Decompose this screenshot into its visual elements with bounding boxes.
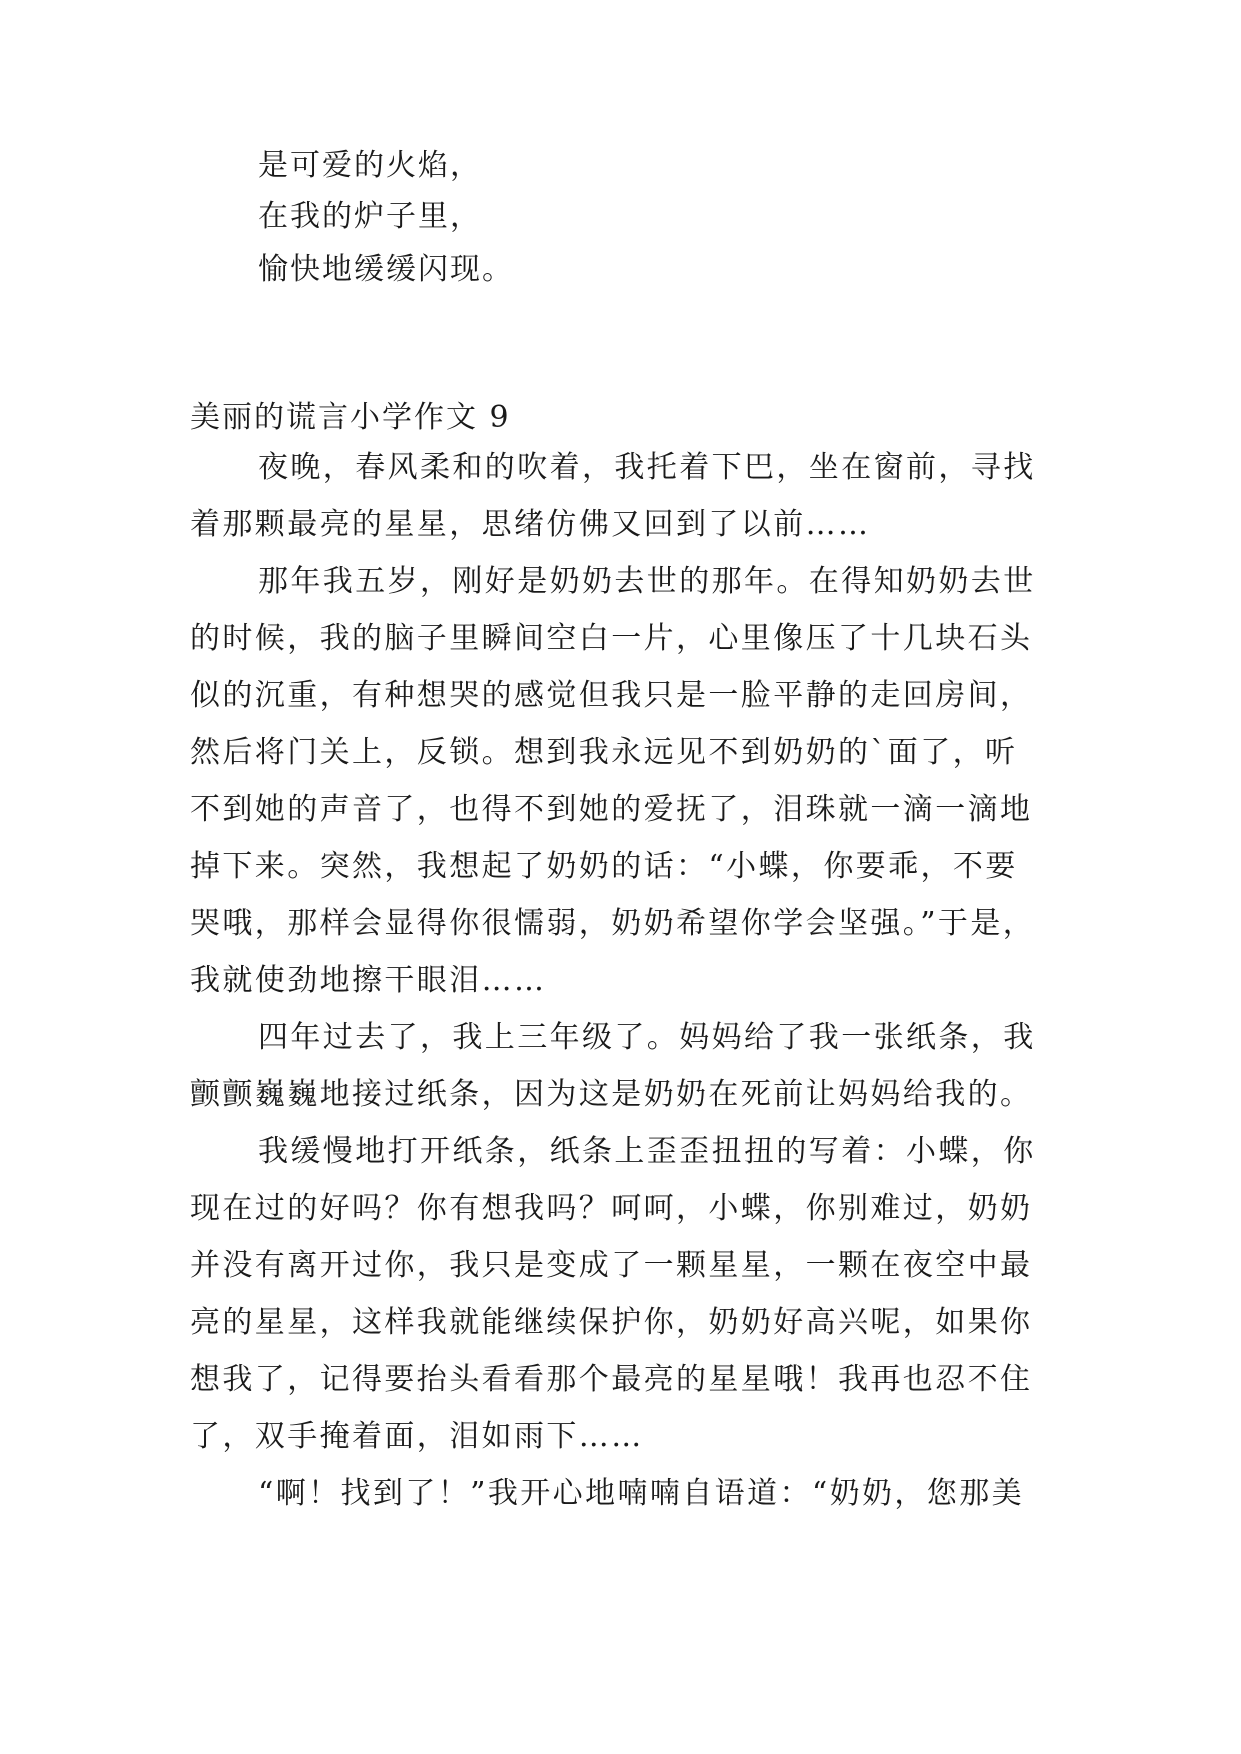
text-line: 着那颗最亮的星星，思绪仿佛又回到了以前…… bbox=[190, 507, 871, 542]
text-line: 似的沉重，有种想哭的感觉但我只是一脸平静的走回房间， bbox=[190, 678, 1033, 713]
text-line: 哭哦，那样会显得你很懦弱，奶奶希望你学会坚强。”于是， bbox=[190, 906, 1036, 941]
section-title: 美丽的谎言小学作文 9 bbox=[190, 400, 511, 435]
poem-line-3: 愉快地缓缓闪现。 bbox=[258, 252, 514, 287]
text-line: 颤颤巍巍地接过纸条，因为这是奶奶在死前让妈妈给我的。 bbox=[190, 1077, 1033, 1112]
text-line: 我就使劲地擦干眼泪…… bbox=[190, 963, 547, 998]
text-line: 掉下来。突然，我想起了奶奶的话：“小蝶，你要乖，不要 bbox=[190, 849, 1018, 884]
text-line: “啊！找到了！”我开心地喃喃自语道：“奶奶，您那美 bbox=[258, 1476, 1025, 1511]
text-line: 亮的星星，这样我就能继续保护你，奶奶好高兴呢，如果你 bbox=[190, 1305, 1033, 1340]
poem-line-1: 是可爱的火焰， bbox=[258, 148, 482, 183]
essay-body bbox=[190, 448, 1050, 1531]
text-line: 那年我五岁，刚好是奶奶去世的那年。在得知奶奶去世 bbox=[258, 564, 1036, 599]
text-line: 想我了，记得要抬头看看那个最亮的星星哦！我再也忍不住 bbox=[190, 1362, 1033, 1397]
poem-line-2: 在我的炉子里， bbox=[258, 199, 482, 234]
text-line: 现在过的好吗？你有想我吗？呵呵，小蝶，你别难过，奶奶 bbox=[190, 1191, 1033, 1226]
text-line: 并没有离开过你，我只是变成了一颗星星，一颗在夜空中最 bbox=[190, 1248, 1033, 1283]
text-line: 四年过去了，我上三年级了。妈妈给了我一张纸条，我 bbox=[258, 1020, 1036, 1055]
text-line: 了，双手掩着面，泪如雨下…… bbox=[190, 1419, 644, 1454]
text-line: 然后将门关上，反锁。想到我永远见不到奶奶的`面了，听 bbox=[190, 735, 1018, 770]
text-line: 夜晚，春风柔和的吹着，我托着下巴，坐在窗前，寻找 bbox=[258, 450, 1036, 485]
text-line: 的时候，我的脑子里瞬间空白一片，心里像压了十几块石头 bbox=[190, 621, 1033, 656]
text-line: 不到她的声音了，也得不到她的爱抚了，泪珠就一滴一滴地 bbox=[190, 792, 1033, 827]
text-line: 我缓慢地打开纸条，纸条上歪歪扭扭的写着：小蝶，你 bbox=[258, 1134, 1036, 1169]
